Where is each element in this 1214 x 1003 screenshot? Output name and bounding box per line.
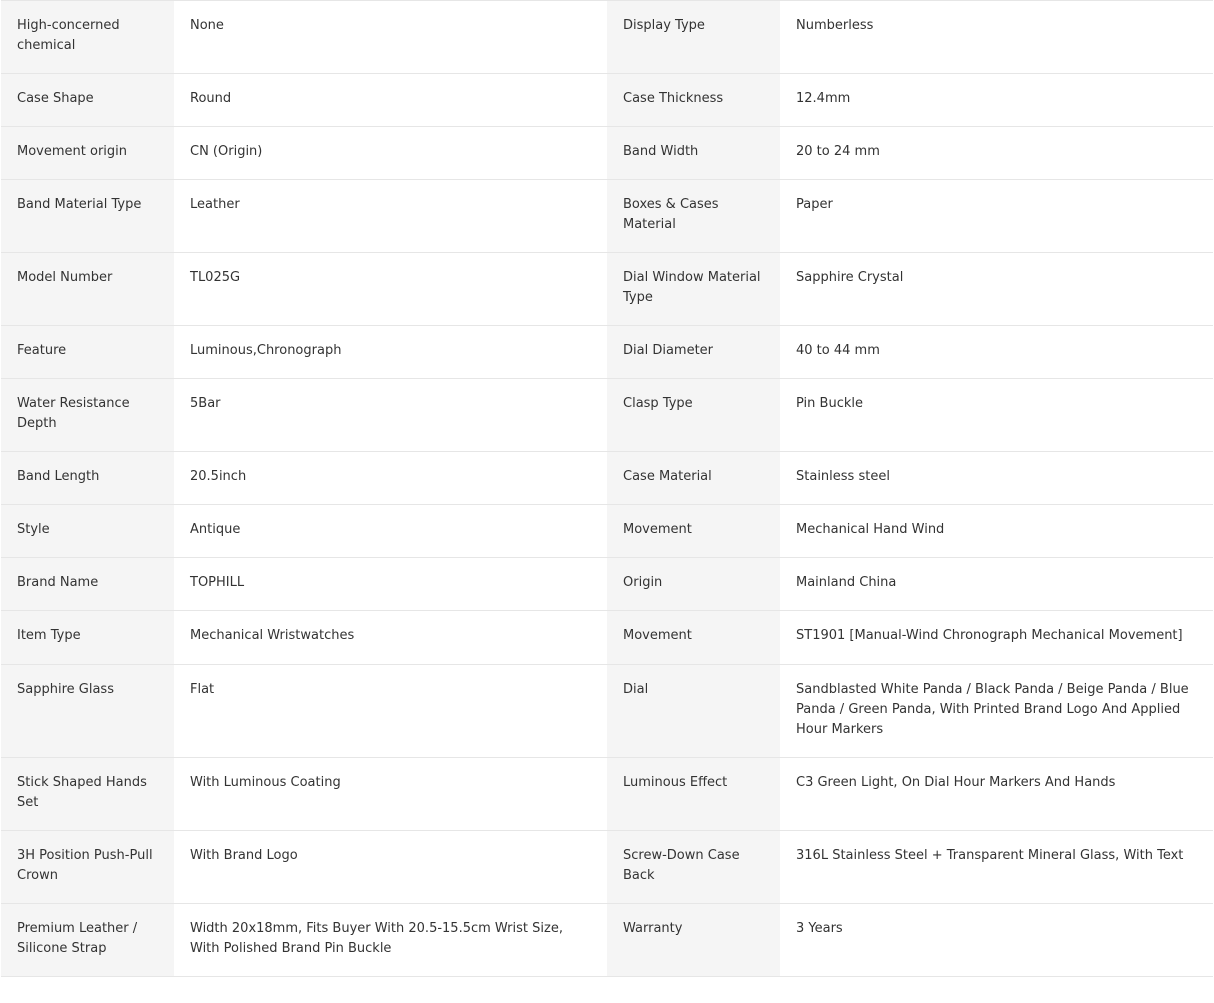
- spec-value: Round: [174, 74, 607, 126]
- spec-key: 3H Position Push-Pull Crown: [1, 831, 174, 903]
- spec-row: [1, 665, 1213, 758]
- spec-key: Screw-Down Case Back: [607, 831, 780, 903]
- spec-value: Flat: [174, 665, 607, 757]
- spec-key: Case Material: [607, 452, 780, 504]
- spec-row: [1, 831, 1213, 904]
- spec-value: Luminous,Chronograph: [174, 326, 607, 378]
- spec-row: [1, 326, 1213, 379]
- spec-key: Clasp Type: [607, 379, 780, 451]
- spec-key: Model Number: [1, 253, 174, 325]
- spec-key: Feature: [1, 326, 174, 378]
- spec-key: Style: [1, 505, 174, 557]
- spec-value: 40 to 44 mm: [780, 326, 1213, 378]
- spec-value: TOPHILL: [174, 558, 607, 610]
- spec-row: [1, 558, 1213, 611]
- spec-key: Band Material Type: [1, 180, 174, 252]
- spec-key: Stick Shaped Hands Set: [1, 758, 174, 830]
- spec-key: Dial Diameter: [607, 326, 780, 378]
- spec-row: [1, 74, 1213, 127]
- spec-value: Mechanical Hand Wind: [780, 505, 1213, 557]
- spec-key: Case Shape: [1, 74, 174, 126]
- spec-value: 5Bar: [174, 379, 607, 451]
- spec-value: Mainland China: [780, 558, 1213, 610]
- spec-value: ST1901 [Manual-Wind Chronograph Mechanical Movement]: [780, 611, 1213, 664]
- spec-key: Band Length: [1, 452, 174, 504]
- spec-value: 20 to 24 mm: [780, 127, 1213, 179]
- spec-value: 3 Years: [780, 904, 1213, 976]
- spec-value: With Luminous Coating: [174, 758, 607, 830]
- spec-value: C3 Green Light, On Dial Hour Markers And Hands: [780, 758, 1213, 830]
- spec-key: Movement: [607, 505, 780, 557]
- spec-key: Origin: [607, 558, 780, 610]
- spec-value: Paper: [780, 180, 1213, 252]
- spec-key: Premium Leather / Silicone Strap: [1, 904, 174, 976]
- spec-value: Antique: [174, 505, 607, 557]
- spec-value: 20.5inch: [174, 452, 607, 504]
- spec-key: Luminous Effect: [607, 758, 780, 830]
- spec-key: Item Type: [1, 611, 174, 664]
- spec-value: 316L Stainless Steel + Transparent Mineral Glass, With Text: [780, 831, 1213, 903]
- spec-value: TL025G: [174, 253, 607, 325]
- spec-value: Leather: [174, 180, 607, 252]
- spec-key: Boxes & Cases Material: [607, 180, 780, 252]
- spec-value: Numberless: [780, 1, 1213, 73]
- spec-key: High-concerned chemical: [1, 1, 174, 73]
- spec-key: Movement origin: [1, 127, 174, 179]
- spec-row: [1, 379, 1213, 452]
- spec-row: [1, 253, 1213, 326]
- spec-key: Case Thickness: [607, 74, 780, 126]
- spec-key: Brand Name: [1, 558, 174, 610]
- spec-value: With Brand Logo: [174, 831, 607, 903]
- spec-key: Sapphire Glass: [1, 665, 174, 757]
- spec-row: [1, 904, 1213, 977]
- spec-row: [1, 505, 1213, 558]
- spec-key: Display Type: [607, 1, 780, 73]
- spec-row: [1, 1, 1213, 74]
- spec-value: None: [174, 1, 607, 73]
- spec-row: [1, 758, 1213, 831]
- spec-value: Mechanical Wristwatches: [174, 611, 607, 664]
- spec-key: Band Width: [607, 127, 780, 179]
- spec-value: CN (Origin): [174, 127, 607, 179]
- spec-key: Movement: [607, 611, 780, 664]
- product-specifications-table: [1, 0, 1213, 977]
- spec-value: Sandblasted White Panda / Black Panda / Beige Panda / Blue Panda / Green Panda, With Printed Brand Logo And Applied Hour Markers: [780, 665, 1213, 757]
- spec-key: Water Resistance Depth: [1, 379, 174, 451]
- spec-row: [1, 127, 1213, 180]
- spec-key: Dial Window Material Type: [607, 253, 780, 325]
- spec-key: Warranty: [607, 904, 780, 976]
- spec-row: [1, 611, 1213, 665]
- spec-row: [1, 180, 1213, 253]
- spec-value: Pin Buckle: [780, 379, 1213, 451]
- spec-value: Sapphire Crystal: [780, 253, 1213, 325]
- spec-value: Stainless steel: [780, 452, 1213, 504]
- spec-value: Width 20x18mm, Fits Buyer With 20.5-15.5cm Wrist Size, With Polished Brand Pin Buckle: [174, 904, 607, 976]
- spec-key: Dial: [607, 665, 780, 757]
- spec-row: [1, 452, 1213, 505]
- spec-value: 12.4mm: [780, 74, 1213, 126]
